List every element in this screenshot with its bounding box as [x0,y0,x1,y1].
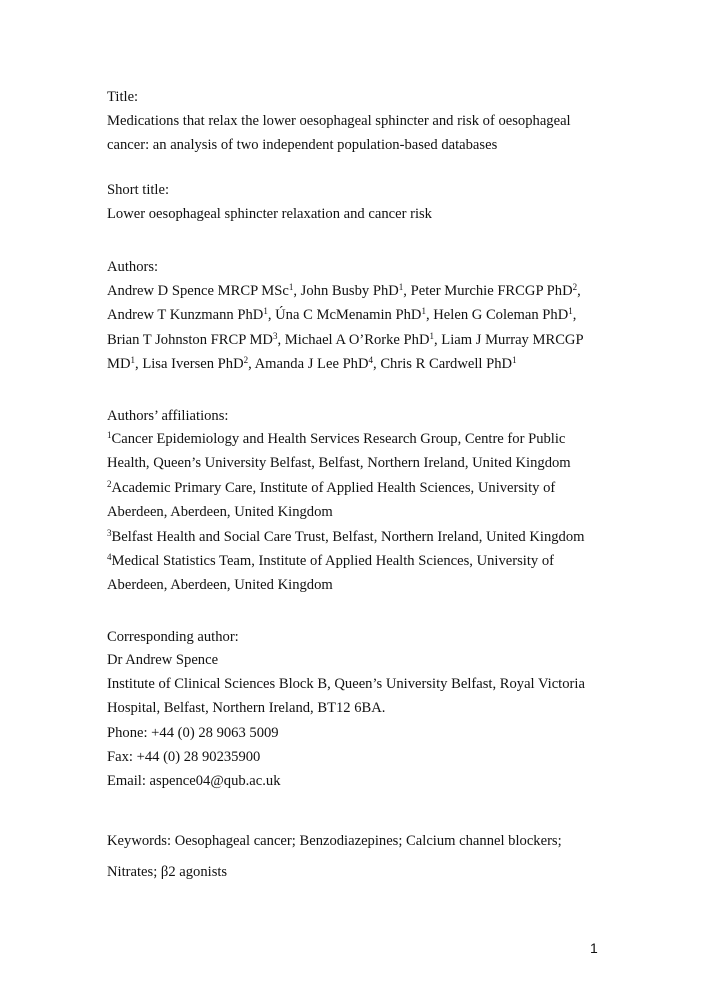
affiliation-text: Health, Queen’s University Belfast, Belfast, Northern Ireland, United Kingdom [107,455,571,472]
author-name: , Helen G Coleman PhD [425,307,569,324]
short-title-label: Short title: [107,182,170,198]
author-name: , [572,307,577,324]
authors-label: Authors: [107,259,159,275]
affiliation-line [107,479,555,497]
author-name: MD [107,355,131,372]
affiliation-line [107,430,565,448]
page-number: 1 [590,940,598,956]
affiliation-text: Belfast Health and Social Care Trust, Belfast, Northern Ireland, United Kingdom [111,528,585,545]
title-line: cancer: an analysis of two independent population-based databases [107,137,498,153]
author-name: , Liam J Murray MRCGP [434,331,584,348]
affiliation-text: Academic Primary Care, Institute of Applied Health Sciences, University of [111,479,556,496]
keywords-line: Keywords: Oesophageal cancer; Benzodiazepines; Calcium channel blockers; [107,833,562,849]
author-name: , Chris R Cardwell PhD [373,355,513,372]
author-name: Andrew T Kunzmann PhD [107,307,264,324]
title-line: Medications that relax the lower oesophageal sphincter and risk of oesophageal [107,113,571,129]
affiliation-line [107,528,585,546]
corresponding-line: Hospital, Belfast, Northern Ireland, BT12 6BA. [107,700,386,717]
affiliation-number: 2 [107,478,112,489]
author-name: Andrew D Spence MRCP MSc [107,283,289,299]
affiliation-superscript: 1 [398,282,404,292]
affiliation-superscript: 3 [272,330,278,341]
short-title: Lower oesophageal sphincter relaxation and cancer risk [107,206,432,222]
author-name: , [577,283,581,299]
affiliation-superscript: 1 [512,354,517,365]
affiliation-superscript: 1 [263,306,268,317]
affiliation-text: Aberdeen, Aberdeen, United Kingdom [107,577,333,594]
author-line [107,355,517,373]
corresponding-line: Institute of Clinical Sciences Block B, Queen’s University Belfast, Royal Victoria [107,676,585,693]
author-name: , Úna C McMenamin PhD [267,307,422,324]
keywords-line: Nitrates; β2 agonists [107,864,228,880]
corresponding-line: Phone: +44 (0) 28 9063 5009 [107,724,279,741]
affiliation-superscript: 1 [130,354,136,365]
affiliation-number: 1 [107,430,112,440]
affiliation-number: 4 [107,552,112,562]
affiliation-superscript: 1 [568,306,573,317]
author-name: , Amanda J Lee PhD [248,355,369,372]
author-name: , John Busby PhD [293,283,399,299]
affiliation-line [107,454,571,472]
title-label: Title: [107,89,139,105]
author-line [107,331,584,349]
affiliation-number: 3 [107,527,112,538]
affiliation-superscript: 2 [572,282,578,292]
affiliation-text: Cancer Epidemiology and Health Services Research Group, Centre for Public [111,431,566,447]
affiliation-line [107,576,333,594]
affiliation-superscript: 1 [421,306,426,317]
author-name: , Michael A O’Rorke PhD [277,331,430,348]
affiliation-line [107,503,333,521]
author-name: , Peter Murchie FRCGP PhD [403,283,573,299]
affiliation-superscript: 1 [288,282,294,292]
affiliation-text: Aberdeen, Aberdeen, United Kingdom [107,504,333,521]
affiliation-superscript: 4 [368,354,374,365]
author-line [107,306,576,324]
corresponding-line: Fax: +44 (0) 28 90235900 [107,748,261,765]
author-line [107,282,581,300]
affiliation-line [107,552,554,570]
affiliations-label: Authors’ affiliations: [107,407,229,424]
affiliation-superscript: 1 [429,330,434,341]
corresponding-label: Corresponding author: [107,629,239,645]
affiliation-text: Medical Statistics Team, Institute of Applied Health Sciences, University of [111,553,555,569]
author-name: , Lisa Iversen PhD [135,355,244,372]
affiliation-superscript: 2 [243,354,249,365]
corresponding-line: Dr Andrew Spence [107,652,219,668]
corresponding-line: Email: aspence04@qub.ac.uk [107,773,281,789]
author-name: Brian T Johnston FRCP MD [107,331,273,348]
